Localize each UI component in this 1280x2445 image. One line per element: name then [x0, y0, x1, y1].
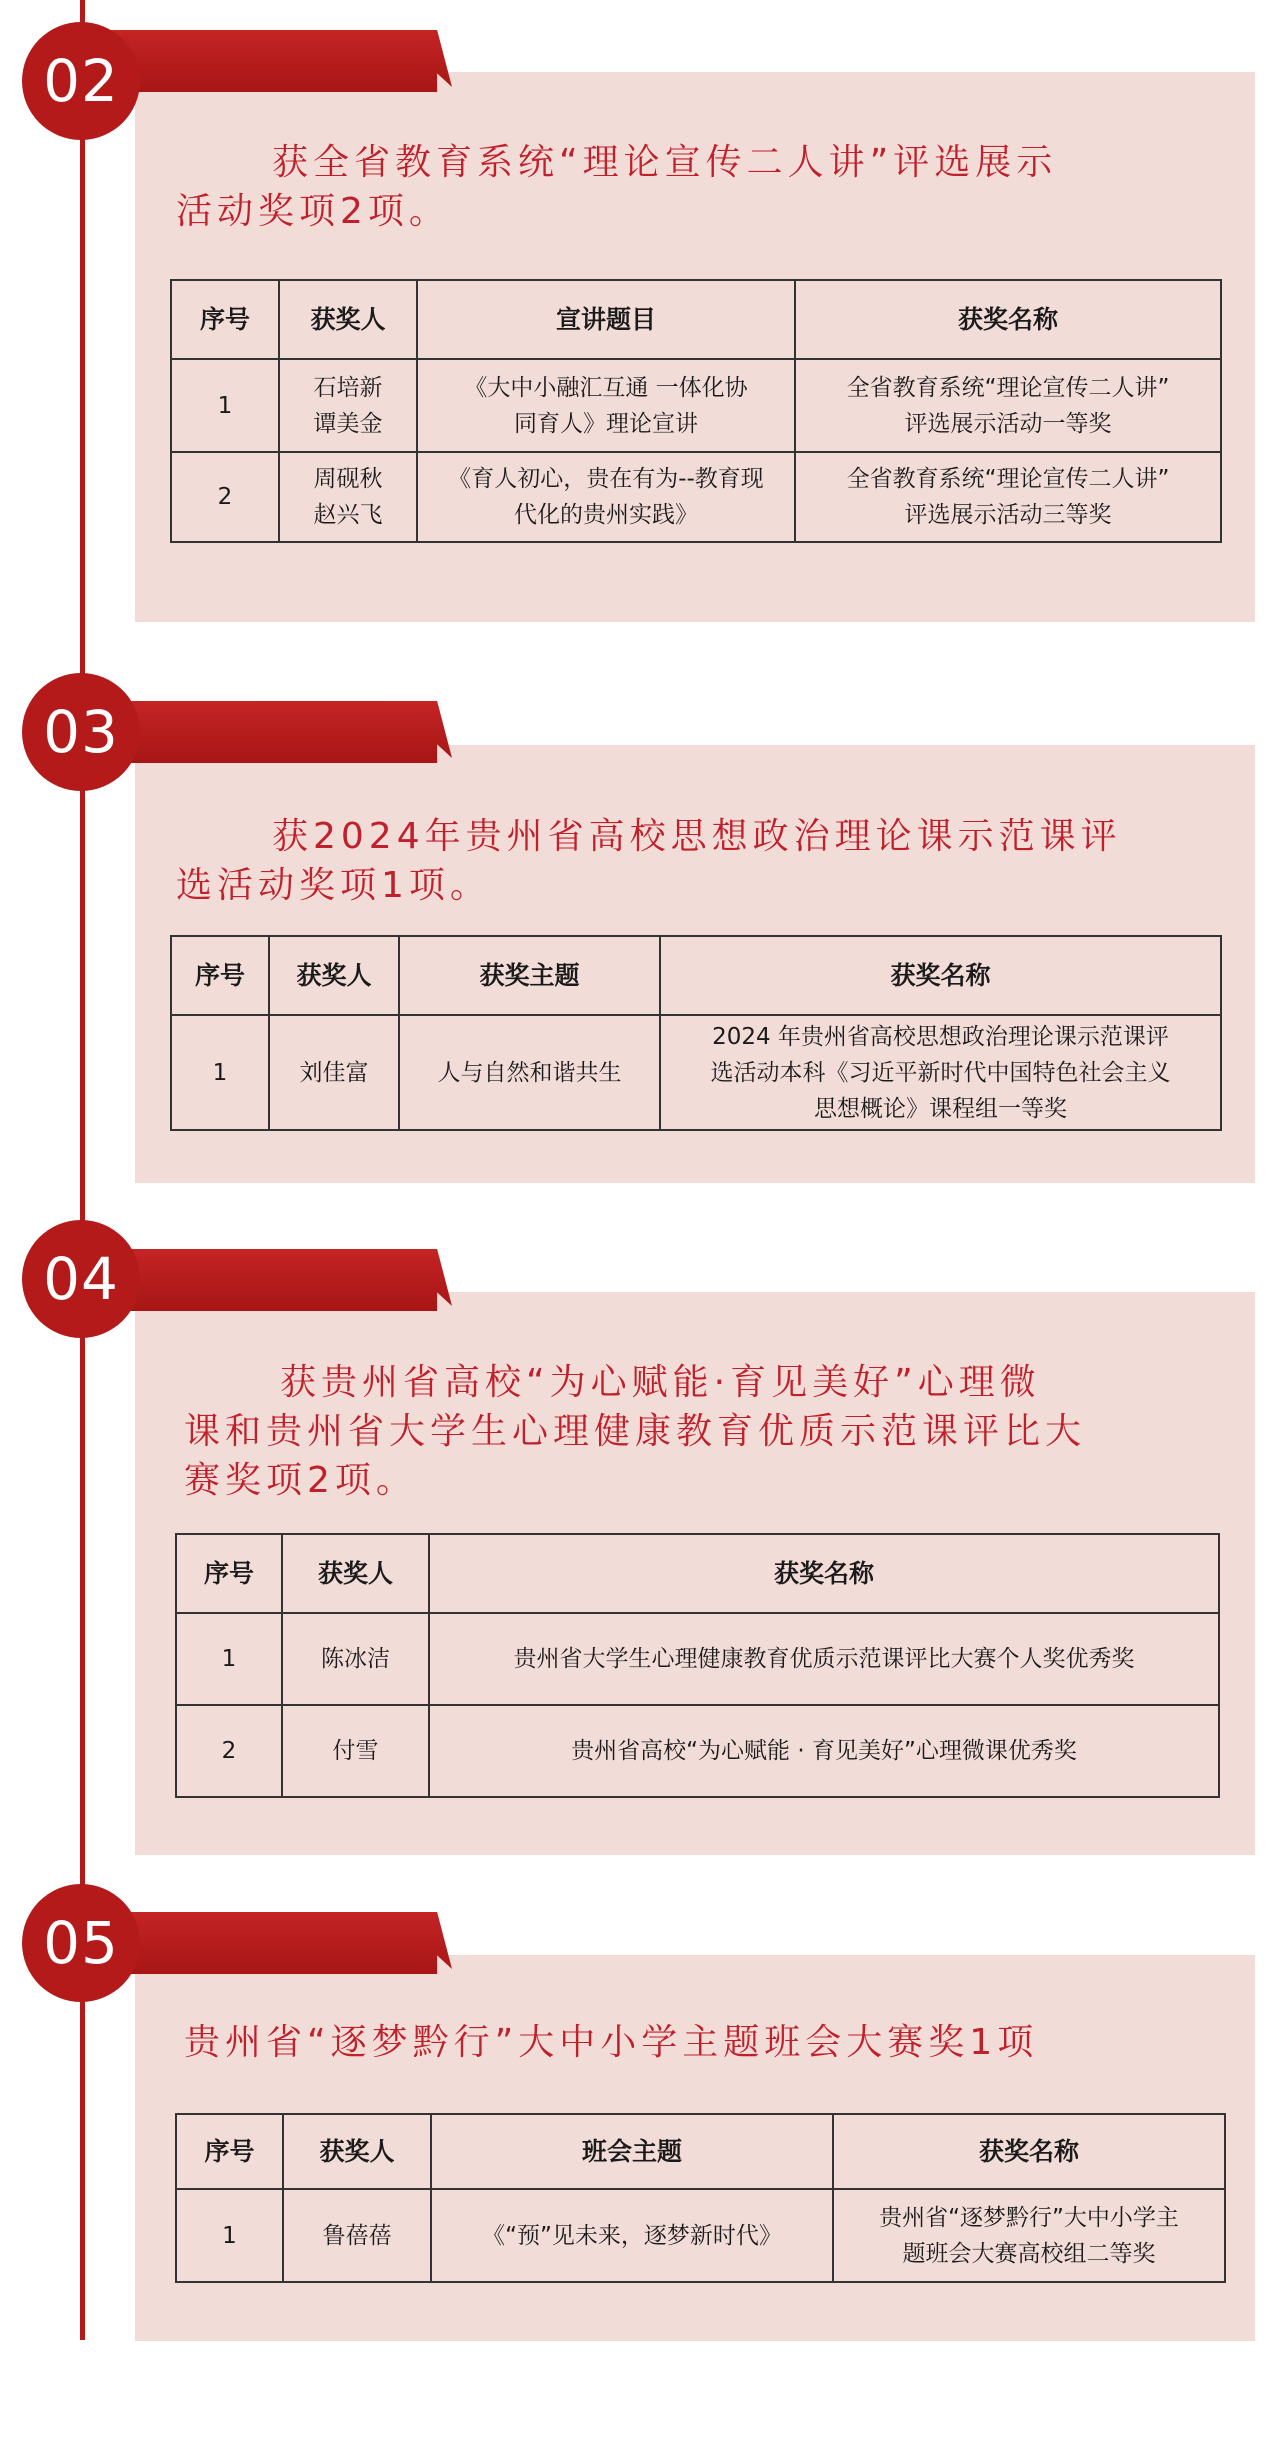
section-heading: [176, 138, 1226, 236]
column-header: 获奖人: [279, 280, 417, 359]
heading-line: 获全省教育系统“理论宣传二人讲”评选展示: [272, 142, 1058, 183]
table-header-row: [176, 1534, 1219, 1613]
table-cell: 周砚秋 赵兴飞: [279, 452, 417, 542]
table-cell: 刘佳富: [269, 1015, 399, 1130]
table-row: [176, 1613, 1219, 1705]
award-table: [170, 279, 1222, 543]
table-cell: 《育人初心，贵在有为--教育现 代化的贵州实践》: [417, 452, 795, 542]
table-cell: 贵州省高校“为心赋能 · 育见美好”心理微课优秀奖: [429, 1705, 1219, 1797]
table-row: [176, 1705, 1219, 1797]
table-cell: 1: [176, 2189, 283, 2282]
section-number-badge: 03: [22, 673, 140, 791]
section-heading: [176, 812, 1236, 910]
table-header-row: [171, 936, 1221, 1015]
column-header: 序号: [176, 2114, 283, 2189]
table-cell: 人与自然和谐共生: [399, 1015, 660, 1130]
award-table: [170, 935, 1222, 1131]
table-row: [171, 359, 1221, 452]
table-cell: 2024 年贵州省高校思想政治理论课示范课评 选活动本科《习近平新时代中国特色社会主义 思想概论》课程组一等奖: [660, 1015, 1221, 1130]
heading-line: 活动奖项2项。: [176, 191, 450, 232]
column-header: 序号: [171, 936, 269, 1015]
column-header: 获奖名称: [795, 280, 1221, 359]
section-heading: [184, 1358, 1234, 1505]
heading-line: 获2024年贵州省高校思想政治理论课示范课评: [272, 816, 1122, 857]
column-header: 获奖名称: [429, 1534, 1219, 1613]
table-cell: 鲁蓓蓓: [283, 2189, 431, 2282]
column-header: 获奖主题: [399, 936, 660, 1015]
column-header: 获奖人: [282, 1534, 429, 1613]
column-header: 序号: [176, 1534, 282, 1613]
award-table: [175, 1533, 1220, 1798]
table-row: [176, 2189, 1225, 2282]
heading-line: 课和贵州省大学生心理健康教育优质示范课评比大: [184, 1411, 1087, 1452]
section-number-badge: 04: [22, 1220, 140, 1338]
table-cell: 1: [171, 359, 279, 452]
table-cell: 陈冰洁: [282, 1613, 429, 1705]
column-header: 获奖人: [283, 2114, 431, 2189]
column-header: 序号: [171, 280, 279, 359]
table-cell: 全省教育系统“理论宣传二人讲” 评选展示活动一等奖: [795, 359, 1221, 452]
table-cell: 1: [171, 1015, 269, 1130]
award-table: [175, 2113, 1226, 2283]
column-header: 获奖名称: [833, 2114, 1225, 2189]
heading-line: 贵州省“逐梦黔行”大中小学主题班会大赛奖1项: [184, 2022, 1039, 2063]
table-cell: 付雪: [282, 1705, 429, 1797]
heading-line: 获贵州省高校“为心赋能·育见美好”心理微: [280, 1362, 1041, 1403]
column-header: 获奖人: [269, 936, 399, 1015]
table-cell: 2: [171, 452, 279, 542]
column-header: 宣讲题目: [417, 280, 795, 359]
table-cell: 贵州省“逐梦黔行”大中小学主 题班会大赛高校组二等奖: [833, 2189, 1225, 2282]
section-heading: [184, 2018, 1234, 2067]
heading-line: 赛奖项2项。: [184, 1460, 417, 1501]
section-number-badge: 02: [22, 22, 140, 140]
table-cell: 石培新 谭美金: [279, 359, 417, 452]
table-header-row: [176, 2114, 1225, 2189]
heading-line: 选活动奖项1项。: [176, 865, 491, 906]
column-header: 班会主题: [431, 2114, 833, 2189]
table-cell: 2: [176, 1705, 282, 1797]
table-header-row: [171, 280, 1221, 359]
table-cell: 贵州省大学生心理健康教育优质示范课评比大赛个人奖优秀奖: [429, 1613, 1219, 1705]
table-cell: 《大中小融汇互通 一体化协 同育人》理论宣讲: [417, 359, 795, 452]
table-row: [171, 452, 1221, 542]
table-cell: 《“预”见未来，逐梦新时代》: [431, 2189, 833, 2282]
table-cell: 全省教育系统“理论宣传二人讲” 评选展示活动三等奖: [795, 452, 1221, 542]
table-row: [171, 1015, 1221, 1130]
section-number-badge: 05: [22, 1884, 140, 2002]
column-header: 获奖名称: [660, 936, 1221, 1015]
table-cell: 1: [176, 1613, 282, 1705]
